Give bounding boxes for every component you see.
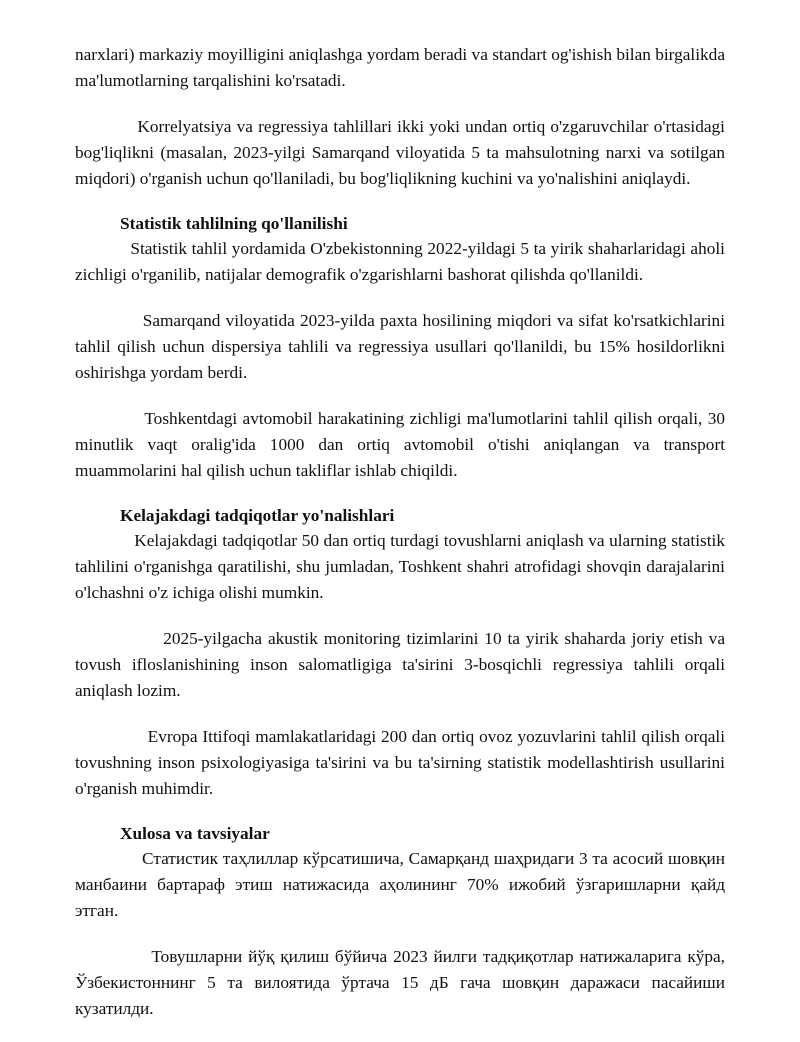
paragraph: Statistik tahlil yordamida O'zbekistonning 2022-yildagi 5 ta yirik shaharlaridagi aholi zichligi o'rganilib, natijalar demografik o'zgarishlarni bashorat qilishda qo'llanildi. [75,239,725,284]
paragraph: Samarqand viloyatida 2023-yilda paxta hosilining miqdori va sifat ko'rsatkichlarini tahlil qilish uchun dispersiya tahlili va regressiya usullari qo'llanildi, bu 15% hosildorlikni oshirishga yordam berdi. [75,311,725,382]
paragraph: Статистик таҳлиллар кўрсатишича, Самарқанд шаҳридаги 3 та асосий шовқин манбаини бартараф этиш натижасида аҳолининг 70% ижобий ўзгаришларни қайд этган. [75,849,725,920]
paragraph: Товушларни йўқ қилиш бўйича 2023 йилги тадқиқотлар натижаларига кўра, Ўзбекистоннинг 5 та вилоятида ўртача 15 дБ гача шовқин даражаси пасайиши кузатилди. [75,947,725,1018]
section-statistical-analysis-application [75,212,725,484]
paragraph: Kelajakdagi tadqiqotlar 50 dan ortiq turdagi tovushlarni aniqlash va ularning statistik tahlilini o'rganishga qaratilishi, shu jumladan, Toshkent shahri atrofidagi shovqin darajalarini o'lchashni o'z ichiga olishi mumkin. [75,531,725,602]
paragraph: Toshkentdagi avtomobil harakatining zichligi ma'lumotlarini tahlil qilish orqali, 30 minutlik vaqt oralig'ida 1000 dan ortiq avtomobil o'tishi aniqlangan va transport muammolarini hal qilish uchun takliflar ishlab chiqildi. [75,409,725,480]
section-heading: Xulosa va tavsiyalar [120,824,270,843]
section-conclusions-recommendations [75,822,725,1022]
section-future-research-directions [75,504,725,802]
document-page [75,42,725,1042]
paragraph: 2025-yilgacha akustik monitoring tizimlarini 10 ta yirik shaharda joriy etish va tovush ifloslanishining inson salomatligiga ta'sirini 3-bosqichli regressiya tahlili orqali aniqlash lozim. [75,629,725,700]
paragraph: Korrelyatsiya va regressiya tahlillari ikki yoki undan ortiq o'zgaruvchilar o'rtasidagi bog'liqlikni (masalan, 2023-yilgi Samarqand viloyatida 5 ta mahsulotning narxi va sotilgan miqdori) o'rganish uchun qo'llaniladi, bu bog'liqlikning kuchini va yo'nalishini aniqlaydi. [75,117,725,188]
section-heading: Statistik tahlilning qo'llanilishi [120,214,348,233]
section-heading: Kelajakdagi tadqiqotlar yo'nalishlari [120,506,395,525]
paragraph: Evropa Ittifoqi mamlakatlaridagi 200 dan ortiq ovoz yozuvlarini tahlil qilish orqali tovushning inson psixologiyasiga ta'sirini va bu ta'sirning statistik modellashtirish usullarini o'rganish muhimdir. [75,727,725,798]
paragraph: narxlari) markaziy moyilligini aniqlashga yordam beradi va standart og'ishish bilan birgalikda ma'lumotlarning tarqalishini ko'rsatadi. [75,45,725,90]
